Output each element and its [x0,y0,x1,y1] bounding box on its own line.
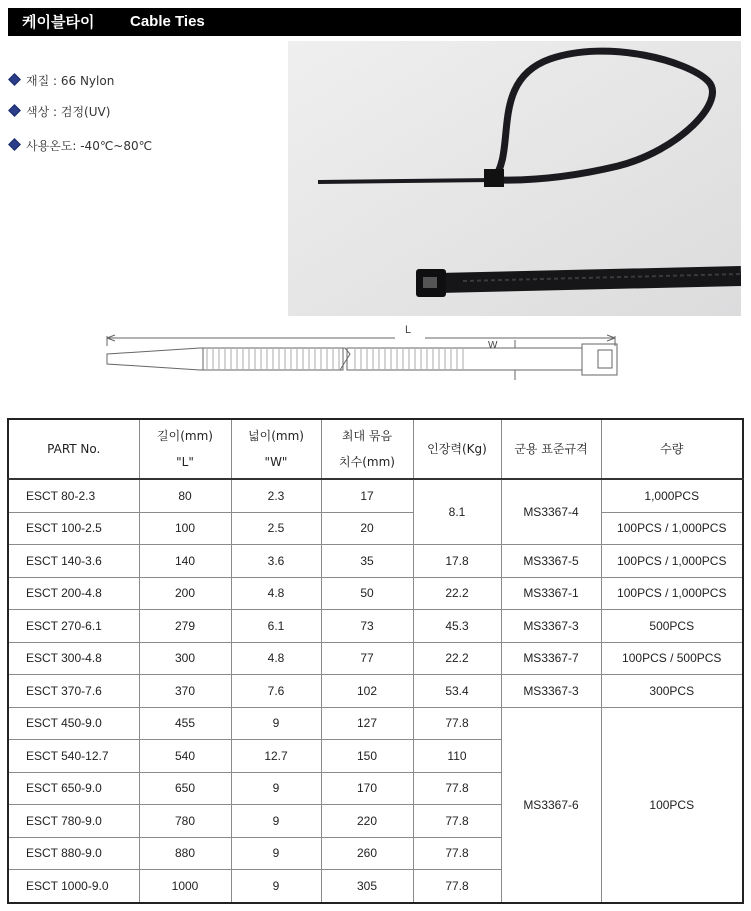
title-bar [8,8,741,36]
header-standard: 군용 표준규격 [501,419,601,479]
table-row: ESCT 80-2.3 80 2.3 17 8.1 MS3367-4 1,000PCS [8,479,743,512]
product-photo [288,41,741,316]
header-width: 넓이(mm) "W" [231,419,321,479]
spec-temperature: 사용온도: -40℃~80℃ [10,137,152,154]
table-row: ESCT 540-12.7 540 12.7 150 110 [8,740,743,773]
table-row: ESCT 100-2.5 100 2.5 20 100PCS / 1,000PCS [8,512,743,545]
spec-color: 색상 : 검정(UV) [10,103,110,120]
title-english: Cable Ties [130,13,205,30]
spec-table [7,418,744,904]
table-header-row [8,419,743,479]
label-l: L [405,324,412,336]
spec-material: 재질 : 66 Nylon [10,72,114,89]
header-bundle: 최대 묶음 치수(mm) [321,419,413,479]
header-tensile: 인장력(Kg) [413,419,501,479]
table-row: ESCT 880-9.0 880 9 260 77.8 [8,837,743,870]
diamond-bullet-icon [8,73,21,86]
table-row: ESCT 1000-9.0 1000 9 305 77.8 [8,870,743,903]
header-qty: 수량 [601,419,743,479]
table-row: ESCT 200-4.8 200 4.8 50 22.2 MS3367-1 100PCS / 1,000PCS [8,577,743,610]
diamond-bullet-icon [8,138,21,151]
header-length: 길이(mm) "L" [139,419,231,479]
table-row: ESCT 140-3.6 140 3.6 35 17.8 MS3367-5 100PCS / 1,000PCS [8,545,743,578]
table-row: ESCT 370-7.6 370 7.6 102 53.4 MS3367-3 300PCS [8,675,743,708]
title-korean: 케이블타이 [22,13,95,31]
table-row: ESCT 450-9.0 455 9 127 77.8 MS3367-6 100PCS [8,707,743,740]
table-row: ESCT 650-9.0 650 9 170 77.8 [8,772,743,805]
label-w: W [488,340,498,351]
dimension-drawing [95,318,655,392]
table-row: ESCT 270-6.1 279 6.1 73 45.3 MS3367-3 500PCS [8,610,743,643]
diamond-bullet-icon [8,104,21,117]
header-part: PART No. [8,419,139,479]
table-row: ESCT 300-4.8 300 4.8 77 22.2 MS3367-7 100PCS / 500PCS [8,642,743,675]
table-row: ESCT 780-9.0 780 9 220 77.8 [8,805,743,838]
